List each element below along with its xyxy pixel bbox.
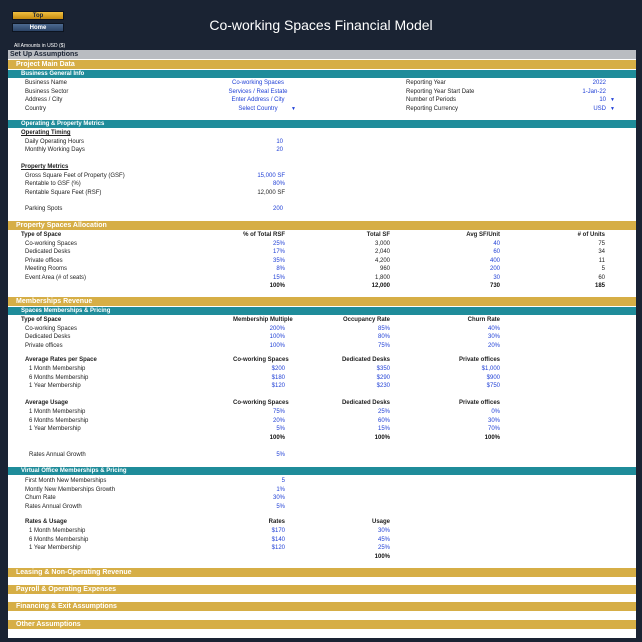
- top-button[interactable]: Top: [12, 11, 64, 20]
- business-info-label: Reporting Currency: [406, 105, 459, 112]
- property-metrics-title: Property Metrics: [21, 164, 69, 170]
- spaces-cell: 60: [598, 274, 605, 281]
- amounts-note: All Amounts in USD ($): [14, 43, 66, 49]
- rates-column-header: Average Rates per Space: [25, 357, 97, 363]
- rates-column-header: Private offices: [458, 357, 500, 363]
- business-info-input[interactable]: Services / Real Estate: [228, 88, 288, 95]
- page-title: Co-working Spaces Financial Model: [209, 17, 433, 33]
- financing-exit-header[interactable]: Financing & Exit Assumptions: [8, 602, 636, 611]
- business-info-label: Country: [25, 105, 47, 112]
- assumptions-sheet: [8, 50, 636, 638]
- rates-column-header: Co-working Spaces: [233, 357, 289, 363]
- usage-input[interactable]: 0%: [491, 409, 500, 415]
- business-info-header: Business General Info: [8, 70, 636, 78]
- spaces-cell[interactable]: 25%: [272, 240, 285, 247]
- property-metric-label: Rentable Square Feet (RSF): [25, 189, 102, 196]
- membership-input[interactable]: 40%: [487, 325, 500, 332]
- membership-input[interactable]: 75%: [377, 342, 390, 349]
- spaces-total: 730: [489, 283, 500, 289]
- business-info-input[interactable]: USD: [593, 105, 606, 112]
- spaces-cell[interactable]: 30: [493, 274, 500, 281]
- membership-column-header: Churn Rate: [467, 317, 500, 323]
- rate-input[interactable]: $1,000: [481, 366, 500, 372]
- usage-row-label: 1 Month Membership: [29, 409, 86, 415]
- rate-input[interactable]: $230: [376, 383, 390, 389]
- virtual-office-header: Virtual Office Memberships & Pricing: [8, 467, 636, 475]
- vo-input[interactable]: $170: [271, 528, 285, 534]
- business-info-input[interactable]: 10: [599, 97, 606, 103]
- leasing-revenue-header[interactable]: Leasing & Non-Operating Revenue: [8, 568, 636, 577]
- membership-row-label: Dedicated Desks: [25, 334, 71, 340]
- usage-column-header: Dedicated Desks: [341, 400, 390, 406]
- business-info-label: Number of Periods: [406, 97, 457, 103]
- business-info-input[interactable]: 1-Jan-22: [582, 88, 606, 95]
- currency-dropdown-icon[interactable]: ▼: [610, 105, 615, 112]
- usage-input[interactable]: 75%: [272, 409, 285, 415]
- membership-input[interactable]: 100%: [269, 342, 285, 349]
- timing-label: Daily Operating Hours: [25, 139, 85, 145]
- membership-row-label: Private offices: [25, 342, 63, 349]
- spaces-cell: 1,800: [374, 274, 390, 281]
- rates-column-header: Dedicated Desks: [341, 357, 390, 363]
- property-metric-value: 12,000 SF: [257, 189, 285, 196]
- rate-input[interactable]: $900: [486, 374, 500, 381]
- spaces-column-header: Total SF: [366, 232, 390, 238]
- spaces-row-label: Event Area (# of seats): [25, 274, 87, 281]
- membership-column-header: Membership Multiple: [233, 317, 293, 323]
- spaces-cell: 960: [379, 266, 390, 272]
- virtual-office-label: Montly New Memberships Growth: [25, 486, 116, 493]
- vo-input[interactable]: $140: [271, 536, 285, 543]
- timing-input[interactable]: 20: [276, 147, 283, 153]
- vo-usage-total: 100%: [374, 553, 390, 560]
- project-main-data-header[interactable]: Project Main Data: [8, 60, 636, 69]
- spaces-row-label: Private offices: [25, 257, 63, 264]
- spaces-cell[interactable]: 35%: [272, 257, 285, 264]
- business-info-label: Address / City: [25, 97, 63, 103]
- rate-row-label: 6 Months Membership: [29, 374, 89, 381]
- usage-input[interactable]: 60%: [377, 417, 390, 424]
- spaces-cell[interactable]: 40: [493, 240, 500, 247]
- spaces-cell[interactable]: 60: [493, 249, 500, 255]
- other-assumptions-header[interactable]: Other Assumptions: [8, 620, 636, 629]
- virtual-office-input[interactable]: 5: [281, 478, 285, 484]
- spaces-cell: 11: [598, 257, 605, 264]
- country-dropdown-icon[interactable]: ▼: [291, 105, 296, 112]
- vo-row-label: 1 Year Membership: [29, 545, 81, 551]
- spaces-total: 12,000: [371, 283, 390, 289]
- membership-row-label: Co-working Spaces: [25, 325, 78, 332]
- spaces-row-label: Meeting Rooms: [25, 266, 68, 272]
- rate-input[interactable]: $180: [271, 374, 285, 381]
- usage-input[interactable]: 30%: [487, 417, 500, 424]
- usage-column-header: Co-working Spaces: [233, 400, 289, 406]
- memberships-revenue-header[interactable]: Memberships Revenue: [8, 297, 636, 306]
- usage-total: 100%: [269, 435, 285, 441]
- property-metric-value[interactable]: 15,000 SF: [257, 172, 285, 179]
- spaces-row-label: Co-working Spaces: [25, 240, 78, 247]
- spaces-column-header: % of Total RSF: [243, 232, 285, 238]
- spaces-row-label: Dedicated Desks: [25, 249, 71, 255]
- spaces-total: 100%: [269, 283, 285, 289]
- business-info-input[interactable]: 2022: [592, 80, 606, 86]
- business-info-input[interactable]: Co-working Spaces: [231, 80, 285, 86]
- property-metric-label: Rentable to GSF (%): [25, 181, 81, 187]
- membership-input[interactable]: 200%: [269, 325, 285, 332]
- rates-growth-value[interactable]: 5%: [276, 452, 285, 458]
- rates-growth-label: Rates Annual Growth: [29, 452, 86, 458]
- usage-input[interactable]: 25%: [377, 409, 390, 415]
- vo-input[interactable]: 25%: [377, 545, 390, 551]
- spaces-cell: 5: [601, 266, 605, 272]
- spaces-cell[interactable]: 400: [489, 257, 500, 264]
- business-info-label: Reporting Year: [406, 80, 446, 86]
- spaces-cell[interactable]: 8%: [276, 266, 285, 272]
- home-button[interactable]: Home: [12, 23, 64, 32]
- timing-input[interactable]: 10: [276, 139, 283, 145]
- spaces-cell: 75: [598, 240, 605, 247]
- spaces-cell: 34: [598, 249, 605, 255]
- rate-input[interactable]: $200: [271, 366, 285, 372]
- spaces-cell: 2,040: [374, 249, 390, 255]
- setup-header: Set Up Assumptions: [8, 50, 636, 59]
- spaces-cell: 3,000: [374, 240, 390, 247]
- usage-input[interactable]: 5%: [276, 426, 285, 432]
- usage-total: 100%: [374, 435, 390, 441]
- parking-value[interactable]: 200: [272, 206, 283, 212]
- spaces-column-header: Avg SF/Unit: [466, 232, 500, 238]
- virtual-office-label: Rates Annual Growth: [25, 503, 82, 510]
- business-info-label: Business Name: [25, 80, 68, 86]
- operating-metrics-header: Operating & Property Metrics: [8, 120, 636, 128]
- timing-label: Monthly Working Days: [25, 147, 85, 153]
- spaces-column-header: Type of Space: [21, 232, 62, 238]
- vo-row-label: 1 Month Membership: [29, 528, 86, 534]
- vo-column-header: Rates: [268, 519, 285, 525]
- virtual-office-label: Churn Rate: [25, 495, 56, 501]
- spaces-memberships-header: Spaces Memberships & Pricing: [8, 307, 636, 315]
- usage-column-header: Private offices: [458, 400, 500, 406]
- rate-input[interactable]: $350: [376, 366, 390, 372]
- spaces-cell[interactable]: 200: [489, 266, 500, 272]
- business-info-input[interactable]: Select Country: [238, 105, 278, 112]
- virtual-office-input[interactable]: 30%: [272, 495, 285, 501]
- usage-total: 100%: [484, 435, 500, 441]
- membership-input[interactable]: 85%: [377, 325, 390, 332]
- vo-input[interactable]: $120: [271, 545, 285, 551]
- business-info-input[interactable]: Enter Address / City: [231, 97, 285, 103]
- rate-row-label: 1 Month Membership: [29, 366, 86, 372]
- rate-input[interactable]: $290: [376, 374, 390, 381]
- operating-timing-title: Operating Timing: [21, 130, 71, 136]
- property-metric-label: Gross Square Feet of Property (GSF): [25, 172, 125, 179]
- membership-input[interactable]: 80%: [377, 334, 390, 340]
- spaces-total: 185: [594, 283, 605, 289]
- parking-label: Parking Spots: [25, 206, 63, 212]
- property-spaces-header[interactable]: Property Spaces Allocation: [8, 221, 636, 230]
- rate-input[interactable]: $120: [271, 383, 285, 389]
- vo-row-label: 6 Months Membership: [29, 536, 89, 543]
- usage-column-header: Average Usage: [25, 400, 69, 406]
- spaces-cell[interactable]: 15%: [272, 274, 285, 281]
- vo-column-header: Rates & Usage: [25, 519, 68, 525]
- usage-input[interactable]: 70%: [487, 426, 500, 432]
- payroll-expenses-header[interactable]: Payroll & Operating Expenses: [8, 585, 636, 594]
- spaces-column-header: # of Units: [577, 232, 605, 238]
- vo-input[interactable]: 45%: [377, 536, 390, 543]
- business-info-label: Business Sector: [25, 88, 69, 95]
- rate-input[interactable]: $750: [486, 383, 500, 389]
- periods-dropdown-icon[interactable]: ▼: [610, 97, 615, 103]
- virtual-office-input[interactable]: 1%: [276, 486, 285, 493]
- membership-input[interactable]: 30%: [487, 334, 500, 340]
- usage-input[interactable]: 15%: [377, 426, 390, 432]
- virtual-office-input[interactable]: 5%: [276, 503, 285, 510]
- membership-column-header: Occupancy Rate: [342, 317, 390, 323]
- property-metric-value[interactable]: 80%: [272, 181, 285, 187]
- membership-column-header: Type of Space: [21, 317, 62, 323]
- virtual-office-label: First Month New Memberships: [25, 478, 107, 484]
- spaces-cell[interactable]: 17%: [272, 249, 285, 255]
- spaces-cell: 4,200: [374, 257, 390, 264]
- vo-column-header: Usage: [371, 519, 390, 525]
- usage-row-label: 1 Year Membership: [29, 426, 81, 432]
- membership-input[interactable]: 20%: [487, 342, 500, 349]
- rate-row-label: 1 Year Membership: [29, 383, 81, 389]
- vo-input[interactable]: 30%: [377, 528, 390, 534]
- usage-input[interactable]: 20%: [272, 417, 285, 424]
- membership-input[interactable]: 100%: [269, 334, 285, 340]
- business-info-label: Reporting Year Start Date: [406, 88, 475, 95]
- usage-row-label: 6 Months Membership: [29, 417, 89, 424]
